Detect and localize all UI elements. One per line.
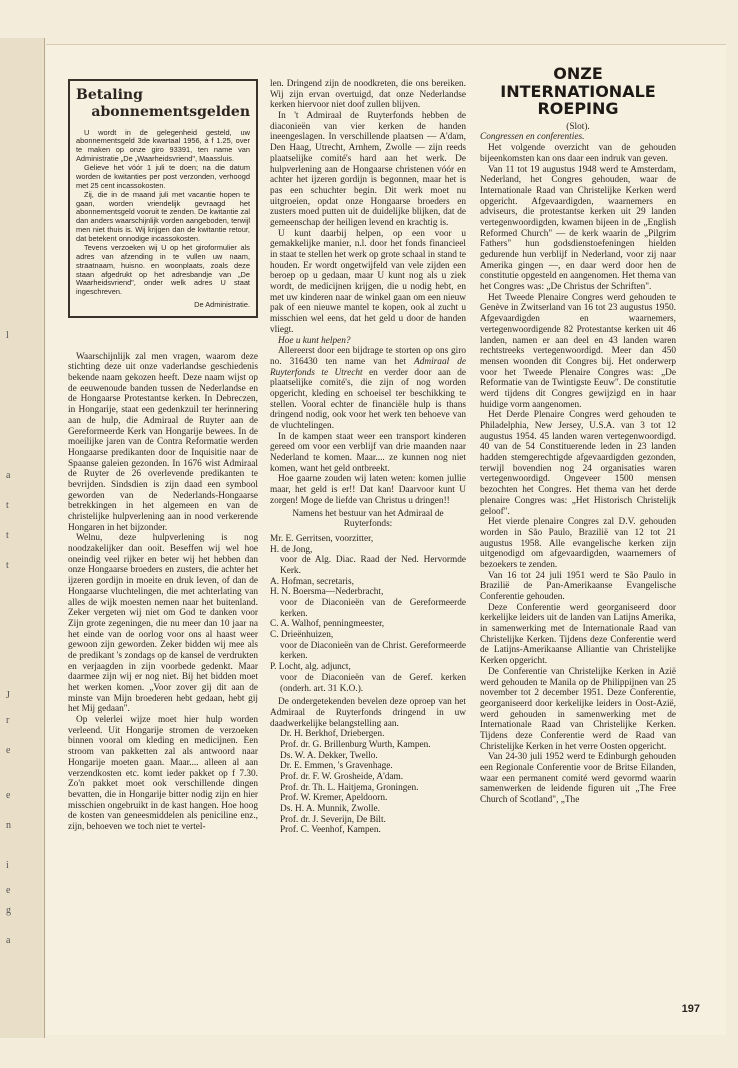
margin-glyph: t (6, 530, 9, 541)
body-paragraph: U kunt daarbij helpen, op een voor u gemakkelijke manier, n.l. door het fonds financieel in staat te stellen het werk op grote schaal in stand te houden. Er wordt ongetwijfeld van vele zijden een beroep op u gedaan, maar U kunt nog als u ziek wordt, de medicijnen krijgen, die u nodig hebt, en met uw kinderen naar de winkel gaan om een nieuw pak of een nieuwe mantel te kopen, ook al zucht u misschien wel eens, dat het geld u door de handen vliegt. (270, 228, 466, 335)
notice-title: Betaling abonnementsgelden (76, 87, 250, 120)
body-paragraph: Deze Conferentie werd georganiseerd door kerkelijke leiders uit de landen van Latijns Amerika, in samenwerking met de Internationale Raad van Christelijke Kerken. Tijdens deze Conferentie werd de Latijns-Amerikaanse Alliantie van Christelijke Kerken opgericht. (480, 602, 676, 667)
board-line: voor de Alg. Diac. Raad der Ned. Hervormde Kerk. (280, 555, 466, 576)
margin-glyph: J (6, 690, 10, 701)
notice-signature: De Administratie. (194, 300, 250, 310)
board-line: A. Hofman, secretaris, (270, 576, 354, 587)
column-2 (270, 79, 466, 836)
signer: Ds. W. A. Dekker, Twello. (280, 750, 378, 761)
board-line: voor de Diaconieën van de Christ. Gereformeerde kerken. (280, 640, 466, 662)
margin-glyph: g (6, 905, 11, 916)
notice-paragraph: Gelieve het vóór 1 juli te doen; na die datum worden de kwitanties per post verzonden, verhoogd met 25 cent incassokosten. (76, 163, 250, 190)
fund-name: Admiraal de Ruyterfonds te Utrecht (270, 356, 466, 378)
margin-glyph: t (6, 560, 9, 571)
margin-glyph: r (6, 715, 10, 726)
body-paragraph: Welnu, deze hulpverlening is nog noodzakelijker dan ooit. Beseffen wij wel hoe oneindig veel rijker en beter wij het hebben dan onze Hongaarse broeders en zusters, die achter het ijzeren gordijn in moeite en druk leven, of dan de Hongaarse vluchtelingen, die met achterlating van alles de wijk moesten nemen naar het buitenland. Zeker vergeten wij niet om God te danken voor Zijn grote zegeningen, die nu meer dan 10 jaar na het einde van de oorlog voor ons al haast weer gewoon zijn geworden. Zeker bidden wij mee als de predikant 's zondags op de kansel de verdrukten en verjaagden in zijn voorbede gedenkt. Maar daarmee zijn wij er nog niet. Bij het bidden moet het werken komen. „Voor zover gij dit aan de minste van Mijn broederen hebt gedaan, hebt gij het Mij gedaan". (68, 533, 258, 715)
body-paragraph: Op velerlei wijze moet hier hulp worden verleend. Uit Hongarije stromen de verzoeken binnen vooral om kleding en medicijnen. Een stroom van pakketten zal als antwoord naar Hongarije moeten gaan. Maar.... alleen al aan verzendkosten etc. komt ieder pakket op f 7.30. Zo'n pakket moet ook verschillende dingen bevatten, die in Hongarije bitter nodig zijn en hier misschien ongebruikt in de kast hangen. Hoe hoog de kosten van geneesmiddelen als peniciline enz., zijn, behoeven we toch niet te vertel- (68, 715, 258, 832)
board-line: voor de Diaconieën van de Geref. kerken (onderh. art. 31 K.O.). (280, 672, 466, 694)
board-block (270, 509, 466, 695)
signer: Prof. C. Veenhof, Kampen. (280, 825, 381, 836)
margin-glyph: e (6, 745, 11, 756)
margin-glyph: l (6, 330, 9, 341)
signer: Prof. dr. Th. L. Haitjema, Groningen. (280, 782, 419, 793)
column-1 (68, 79, 258, 833)
adjacent-page-edge (0, 38, 45, 1038)
signer: Prof. dr. J. Severijn, De Bilt. (280, 814, 386, 825)
subheading: Congressen en conferenties. (480, 132, 585, 143)
body-paragraph: Het Tweede Plenaire Congres werd gehouden te Genève in Zwitserland van 16 tot 23 augustus 1950. Afgevaardigden en waarnemers, vertegenwoordigende 82 Protestantse kerken uit 46 landen, namen er aan deel en 43 landen waren rechtstreeks vertegenwoordigd. Meer dan 450 mensen woonden dit Congres bij. Het onderwerp voor het Tweede Plenaire Congres was: „De Reformatie van de Twintigste Eeuw". De constitutie werd tijdens dit Congres gewijzigd en in haar huidige vorm aangenomen. (480, 292, 676, 410)
margin-glyph: a (6, 935, 11, 946)
body-paragraph: De Conferentie van Christelijke Kerken in Azië werd gehouden te Manila op de Philippijnen van 25 november tot 2 december 1951. Deze Conferentie, georganiseerd door kerkelijke leiders in Oost-Azië, werd gehouden in samenwerking met de Internationale Raad van Christelijke Kerken. Tijdens deze Conferentie werd de Raad van Christelijke Kerken in het verre Oosten opgericht. (480, 666, 676, 752)
body-paragraph: De ondergetekenden bevelen deze oproep van het Admiraal de Ruyterfonds dringend in uw daadwerkelijke belangstelling aan. (270, 697, 466, 729)
margin-glyph: n (6, 820, 11, 831)
article-title: ONZE INTERNATIONALE ROEPING (500, 64, 656, 119)
board-line: H. N. Boersma—Nederbracht, (270, 587, 384, 598)
body-paragraph: In 't Admiraal de Ruyterfonds hebben de diaconieën van vier kerken de handen ineengeslagen. In verschillende plaatsen — A'dam, Den Haag, Utrecht, Arnhem, Zwolle — zijn reeds plaatselijke comité's hard aan het werk. De hulpverlening aan de Hongaarse christenen vóór en achter het ijzeren gordijn is begonnen, maar het is pas een schuchter begin. Dit werk moet nu uitgroeien, opdat onze Hongaarse broeders en zusters moed putten uit de duidelijke blijken, dat de gemeenschap der heiligen levend en krachtig is. (270, 111, 466, 228)
margin-glyph: e (6, 790, 11, 801)
board-line: H. de Jong, (270, 544, 313, 555)
notice-box (68, 79, 258, 318)
notice-paragraph: U wordt in de gelegenheid gesteld, uw abonnementsgeld 3de kwartaal 1956, à f 1.25, over te maken op onze giro 93391, ten name van Administratie „De „Waarheidsvriend", Maassluis. (76, 127, 250, 164)
body-paragraph: Van 11 tot 19 augustus 1948 werd te Amsterdam, Nederland, het Congres gehouden, waar de Internationale Raad van Christelijke Kerken werd opgericht. Afgevaardigden, waarnemers en adviseurs, die protestantse kerken uit 29 landen vertegenwoordigden, kwamen bijeen in de „English Reformed Church" — de kerk waarin de „Pilgrim Fathers" hun godsdienstoefeningen hielden gedurende hun verblijf in Nederland, voor zij naar Amerika gingen —, en daar werd door hen de constitutie opgesteld en aangenomen. Het thema van het Congres was: „De Christus der Schriften". (480, 164, 676, 293)
board-heading: Namens het bestuur van het Admiraal de Ruyterfonds: (292, 508, 444, 530)
body-paragraph: Het Derde Plenaire Congres werd gehouden te Philadelphia, New Jersey, U.S.A. van 3 tot 12 augustus 1954. 45 landen waren vertegenwoordigd. 40 van de 54 Constituerende leden in 23 landen hadden stemgerechtigde afgevaardigden gezonden, terwijl bovendien nog 24 organisaties waren vertegenwoordigd. Ongeveer 1500 mensen bezochten het Congres. Het thema van het derde plenaire Congres was: „Het Historisch Christelijk geloof". (480, 410, 676, 517)
board-line: voor de Diaconieën van de Gereformeerde kerken. (280, 598, 466, 619)
signer: Prof. dr. F. W. Grosheide, A'dam. (280, 772, 404, 782)
body-paragraph: Allereerst door een bijdrage te storten op ons giro no. 316430 ten name van het Admiraal de Ruyterfonds te Utrecht en verder door aan de plaatselijke comité's, die zijn of nog worden opgericht, kleding en schoeisel ter beschikking te stellen. Vooral echter de financiële hulp is thans dringend nodig, ook voor het werk ten behoeve van de vluchtelingen. (270, 346, 467, 431)
slot-label: (Slot). (566, 121, 590, 132)
board-line: C. A. Walhof, penningmeester, (270, 619, 385, 630)
margin-glyph: i (6, 860, 9, 871)
signers-list (270, 729, 466, 836)
board-line: C. Drieënhuizen, (270, 630, 334, 641)
body-paragraph: Van 16 tot 24 juli 1951 werd te São Paulo in Brazilië de Pan-Amerikaanse Evangelische Conferentie gehouden. (480, 570, 676, 603)
magazine-page (46, 44, 726, 1035)
margin-glyph: a (6, 470, 11, 481)
board-line: Mr. E. Gerritsen, voorzitter, (270, 533, 374, 544)
body-paragraph: len. Dringend zijn de noodkreten, die ons bereiken. Wij zijn ervan overtuigd, dat onze Nederlandse kerken hiervoor niet doof zullen blijven. (270, 79, 466, 111)
signer: Ds. H. A. Munnik, Zwolle. (280, 804, 380, 815)
signer: Dr. E. Emmen, 's Gravenhage. (280, 761, 393, 772)
signer: Dr. H. Berkhof, Driebergen. (280, 729, 385, 740)
signer: Prof. dr. G. Brillenburg Wurth, Kampen. (280, 739, 431, 750)
notice-paragraph: Zij, die in de maand juli met vacantie hopen te gaan, worden vriendelijk gevraagd het abonnementsgeld vooruit te zenden. De kwitantie zal dan anders waarschijnlijk vorden aangeboden, terwijl men niet thuis is. Wij krijgen dan de kwitantie retour, dat betekent onnodige incassokosten. (76, 189, 250, 244)
body-paragraph: In de kampen staat weer een transport kinderen gereed om voor een verblijf van drie maanden naar Nederland te komen. Maar.... ze kunnen nog niet komen, want het geld ontbreekt. (270, 431, 466, 474)
signer: Prof. W. Kremer, Apeldoorn. (280, 793, 388, 804)
body-paragraph: Het volgende overzicht van de gehouden bijeenkomsten kan ons daar een indruk van geven. (480, 143, 676, 164)
board-line: P. Locht, alg. adjunct, (270, 662, 351, 673)
body-paragraph: Waarschijnlijk zal men vragen, waarom deze stichting deze uit onze vaderlandse geschiedenis bekende naam gekozen heeft. Deze naam wijst op de eeuwenoude banden tussen de Nederlandse en de Hongaarse Protestantse kerken. In Debreczen, in Hongarije, staat een gedenkzuil ter herinnering aan de hulp, die Admiraal de Ruyter aan de Gereformeerde Kerk van Hongarije bewees. In de moeilijke jaren van de Contra Reformatie werden Hongaarse predikanten door de Inquisitie naar de Spaanse galeien gezonden. In 1676 wist Admiraal de Ruyter de 26 overlevende predikanten te bevrijden. Sindsdien is zijn daad een symbool geworden van de Nederlands-Hongaarse betrekkingen in het algemeen en van de christelijke hulpverlening aan in nood verkerende Hongaren in het bijzonder. (68, 351, 258, 533)
page-number: 197 (681, 1003, 700, 1015)
subheading: Hoe u kunt helpen? (278, 335, 351, 346)
body-paragraph: Hoe gaarne zouden wij laten weten: komen jullie maar, het geld is er!! Dat kan! Daarvoor kunt U zorgen! Moge de liefde van Christus u dringen!! (270, 474, 466, 506)
notice-paragraph: Tevens verzoeken wij U op het giroformulier als adres van afzending in te vullen uw naam, straatnaam, huisno. en woonplaats, zoals deze staan afgedrukt op het adresbandje van „De Waarheidsvriend", onder welk adres U staat ingeschreven. (76, 242, 250, 297)
body-paragraph: Van 24-30 juli 1952 werd te Edinburgh gehouden een Regionale Conferentie voor de Britse Eilanden, waar een permanent comité werd gevormd waarin samenwerken de leidende figuren uit „The Free Church of Scotland", „The (480, 752, 676, 806)
body-paragraph: Het vierde plenaire Congres zal D.V. gehouden worden in São Paulo, Brazilië van 12 tot 21 augustus 1958. Alle evangelische kerken zijn uitgenodigd om afgevaardigden, waarnemers of bezoekers te zenden. (480, 517, 676, 570)
margin-glyph: e (6, 885, 11, 896)
column-3 (480, 65, 676, 806)
margin-glyph: t (6, 500, 9, 511)
